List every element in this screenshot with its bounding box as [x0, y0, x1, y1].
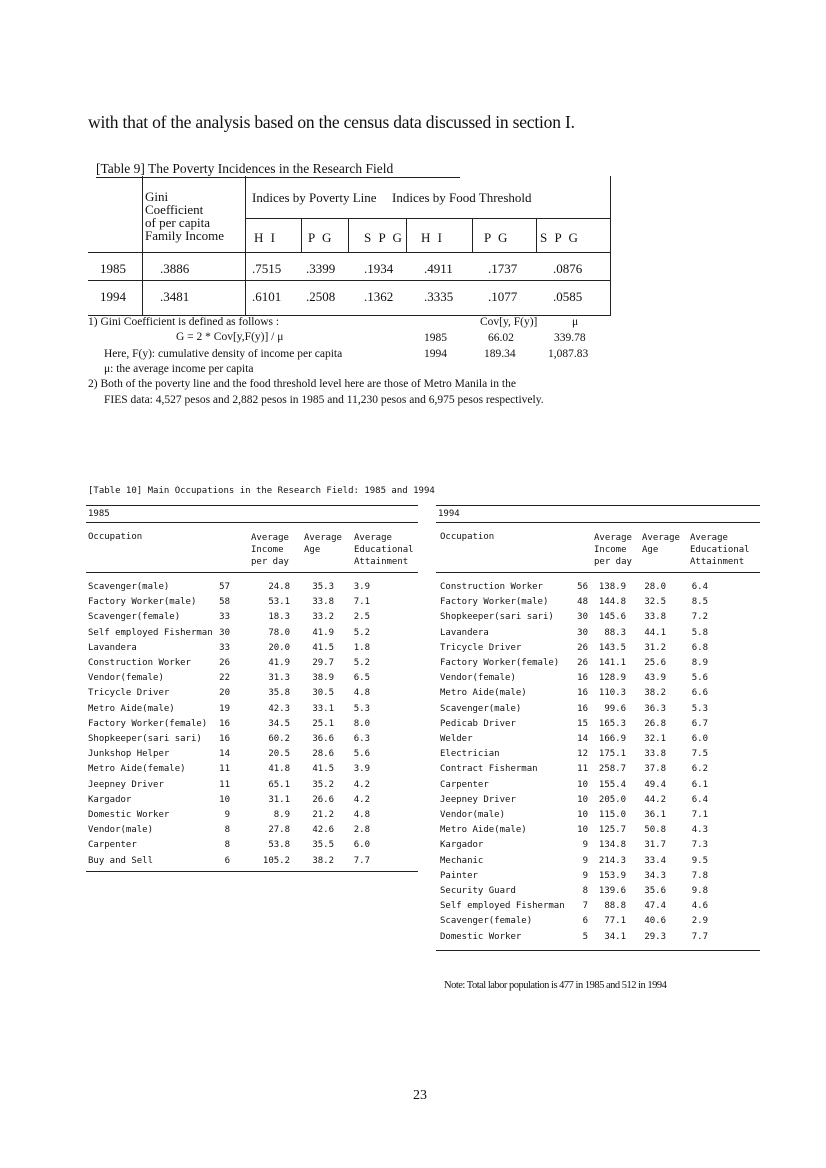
- edu-cell: 1.8: [353, 642, 370, 653]
- income-cell: 78.0: [268, 627, 290, 638]
- count-cell: 10: [577, 825, 588, 836]
- age-cell: 31.7: [644, 840, 666, 851]
- age-cell: 42.6: [312, 825, 334, 836]
- cov-row2-year: 1994: [424, 348, 447, 360]
- t9-row1-gini: .3886: [160, 261, 190, 276]
- count-cell: 33: [219, 642, 230, 653]
- t10-right-occupation-header: Occupation: [440, 532, 495, 542]
- occupation-cell: Vendor(female): [440, 673, 516, 684]
- occupation-cell: Buy and Sell: [88, 855, 154, 866]
- food-threshold-header: Indices by Food Threshold: [392, 190, 532, 205]
- count-cell: 16: [577, 703, 588, 714]
- income-cell: 138.9: [598, 582, 626, 592]
- edu-cell: 4.6: [691, 901, 708, 912]
- table9-vline-2: [348, 218, 349, 253]
- age-cell: 44.1: [644, 627, 666, 638]
- age-cell: 33.1: [312, 703, 334, 714]
- age-cell: 21.2: [312, 810, 334, 820]
- count-cell: 10: [577, 794, 588, 805]
- occupation-cell: Vendor(female): [88, 673, 164, 684]
- edu-cell: 7.1: [353, 597, 370, 608]
- age-cell: 25.1: [312, 718, 334, 729]
- cov-header: Cov[y, F(y)]: [480, 316, 538, 328]
- age-cell: 36.1: [644, 810, 666, 820]
- count-cell: 30: [577, 612, 588, 623]
- occupation-cell: Vendor(male): [88, 825, 154, 836]
- occupation-cell: Shopkeeper(sari sari): [440, 612, 554, 623]
- cov-row2-mu: 1,087.83: [548, 348, 589, 360]
- income-cell: 20.0: [268, 642, 290, 653]
- occupation-cell: Domestic Worker: [440, 931, 522, 942]
- age-cell: 36.3: [644, 703, 666, 714]
- occupation-cell: Scavenger(female): [88, 612, 181, 623]
- count-cell: 8: [224, 840, 230, 851]
- edu-cell: 6.7: [691, 718, 708, 729]
- income-cell: 65.1: [268, 779, 290, 790]
- income-cell: 141.1: [598, 658, 626, 668]
- occupation-cell: Contract Fisherman: [440, 764, 538, 775]
- edu-cell: 6.0: [353, 840, 370, 851]
- t10-right-age-header: Average Age: [642, 533, 680, 555]
- count-cell: 19: [219, 703, 230, 714]
- age-cell: 35.2: [312, 779, 334, 790]
- age-cell: 32.1: [644, 734, 666, 744]
- occupation-cell: Factory Worker(male): [440, 597, 549, 608]
- income-cell: 27.8: [268, 825, 290, 836]
- count-cell: 10: [577, 810, 588, 820]
- count-cell: 58: [219, 597, 230, 608]
- income-cell: 125.7: [598, 825, 626, 836]
- count-cell: 56: [577, 582, 588, 592]
- income-cell: 115.0: [598, 810, 626, 820]
- t9-row2-pl-hi: .6101: [252, 289, 282, 304]
- edu-cell: 8.0: [353, 718, 370, 729]
- income-cell: 41.9: [268, 658, 290, 668]
- table10-1994: [436, 504, 760, 954]
- t9-row1-pl-hi: .7515: [252, 261, 282, 276]
- age-cell: 43.9: [644, 673, 666, 684]
- count-cell: 15: [577, 718, 588, 729]
- edu-cell: 7.2: [691, 612, 708, 623]
- table9-hline-sub: [245, 218, 611, 219]
- age-cell: 35.5: [312, 840, 334, 851]
- count-cell: 10: [219, 794, 230, 805]
- count-cell: 9: [582, 855, 588, 866]
- count-cell: 16: [219, 718, 230, 729]
- age-cell: 28.0: [644, 582, 666, 592]
- t10-left-income-header: Average Income per day: [251, 533, 289, 567]
- occupation-cell: Self employed Fisherman: [440, 901, 565, 912]
- t10-left-bottom-rule: [86, 871, 418, 872]
- count-cell: 20: [219, 688, 230, 699]
- edu-cell: 6.3: [353, 734, 370, 744]
- income-cell: 31.3: [268, 673, 290, 684]
- gini-formula: G = 2 * Cov[y,F(y)] / μ: [176, 331, 284, 343]
- age-cell: 30.5: [312, 688, 334, 699]
- age-cell: 38.2: [644, 688, 666, 699]
- table9-vline-5: [536, 218, 537, 253]
- count-cell: 11: [577, 764, 588, 775]
- edu-cell: 5.6: [691, 673, 708, 684]
- count-cell: 12: [577, 749, 588, 760]
- income-cell: 53.8: [268, 840, 290, 851]
- edu-cell: 4.8: [353, 688, 370, 699]
- age-cell: 26.8: [644, 718, 666, 729]
- table9: [88, 176, 612, 316]
- note-2b: FIES data: 4,527 pesos and 2,882 pesos in 1985 and 11,230 pesos and 6,975 pesos respectively.: [104, 394, 544, 406]
- income-cell: 88.8: [604, 901, 626, 912]
- age-cell: 47.4: [644, 901, 666, 912]
- edu-cell: 5.2: [353, 627, 370, 638]
- income-cell: 60.2: [268, 734, 290, 744]
- occupation-cell: Factory Worker(female): [88, 718, 208, 729]
- income-cell: 143.5: [598, 642, 626, 653]
- edu-cell: 6.2: [691, 764, 708, 775]
- table9-vline-3: [406, 218, 407, 253]
- t9-row2-gini: .3481: [160, 289, 190, 304]
- t10-left-year: 1985: [88, 509, 110, 519]
- cov-row1-mu: 339.78: [554, 332, 586, 344]
- income-cell: 214.3: [598, 855, 626, 866]
- edu-cell: 7.7: [353, 855, 370, 866]
- occupation-cell: Junkshop Helper: [88, 749, 170, 760]
- count-cell: 26: [577, 642, 588, 653]
- age-cell: 33.2: [312, 612, 334, 623]
- count-cell: 14: [577, 734, 588, 744]
- note-1: 1) Gini Coefficient is defined as follows :: [88, 316, 280, 328]
- t10-left-edu-header: Average Educational Attainment: [354, 533, 414, 567]
- t10-right-year: 1994: [438, 509, 460, 519]
- t9-row1-year: 1985: [100, 261, 126, 276]
- sub-header-pl-pg: P G: [308, 230, 334, 245]
- edu-cell: 5.3: [691, 703, 708, 714]
- count-cell: 16: [577, 688, 588, 699]
- age-cell: 29.7: [312, 658, 334, 668]
- occupation-cell: Scavenger(male): [88, 582, 170, 592]
- income-cell: 128.9: [598, 673, 626, 684]
- t9-row2-year: 1994: [100, 289, 126, 304]
- t10-right-income-header: Average Income per day: [594, 533, 632, 567]
- income-cell: 110.3: [598, 688, 626, 699]
- edu-cell: 3.9: [353, 764, 370, 775]
- edu-cell: 9.5: [691, 855, 708, 866]
- occupation-cell: Self employed Fisherman: [88, 627, 213, 638]
- edu-cell: 3.9: [353, 582, 370, 592]
- age-cell: 33.8: [644, 749, 666, 760]
- edu-cell: 2.9: [691, 916, 708, 927]
- age-cell: 49.4: [644, 779, 666, 790]
- age-cell: 34.3: [644, 870, 666, 881]
- income-cell: 20.5: [268, 749, 290, 760]
- edu-cell: 4.2: [353, 779, 370, 790]
- sub-header-pl-spg: S P G: [364, 230, 404, 245]
- occupation-cell: Vendor(male): [440, 810, 506, 820]
- occupation-cell: Jeepney Driver: [88, 779, 164, 790]
- occupation-cell: Kargador: [88, 794, 132, 805]
- count-cell: 16: [219, 734, 230, 744]
- income-cell: 258.7: [598, 764, 626, 775]
- count-cell: 8: [224, 825, 230, 836]
- income-cell: 34.1: [604, 931, 626, 942]
- t9-row2-ft-hi: .3335: [424, 289, 454, 304]
- t10-left-year-rule: [86, 522, 418, 523]
- edu-cell: 4.3: [691, 825, 708, 836]
- edu-cell: 8.9: [691, 658, 708, 668]
- count-cell: 8: [582, 886, 588, 896]
- table9-vline-year: [142, 176, 143, 316]
- t9-row2-ft-pg: .1077: [488, 289, 518, 304]
- count-cell: 30: [219, 627, 230, 638]
- occupation-cell: Mechanic: [440, 855, 484, 866]
- table9-hline-row1: [88, 280, 611, 281]
- note-mu: μ: the average income per capita: [104, 363, 254, 375]
- occupation-cell: Electrician: [440, 749, 500, 760]
- table9-hline-head: [88, 252, 611, 253]
- income-cell: 205.0: [598, 794, 626, 805]
- table9-vline-right: [610, 176, 611, 316]
- age-cell: 41.9: [312, 627, 334, 638]
- income-cell: 88.3: [604, 627, 626, 638]
- edu-cell: 5.8: [691, 627, 708, 638]
- edu-cell: 6.8: [691, 642, 708, 653]
- occupation-cell: Construction Worker: [440, 582, 543, 592]
- occupation-cell: Tricycle Driver: [440, 642, 522, 653]
- count-cell: 7: [582, 901, 588, 912]
- count-cell: 26: [219, 658, 230, 668]
- income-cell: 77.1: [604, 916, 626, 927]
- edu-cell: 7.7: [691, 931, 708, 942]
- t9-row1-ft-pg: .1737: [488, 261, 518, 276]
- t9-row2-pl-spg: .1362: [364, 289, 394, 304]
- age-cell: 41.5: [312, 764, 334, 775]
- count-cell: 30: [577, 627, 588, 638]
- age-cell: 37.8: [644, 764, 666, 775]
- occupation-cell: Welder: [440, 734, 473, 744]
- note-here: Here, F(y): cumulative density of income per capita: [104, 348, 343, 360]
- age-cell: 33.4: [644, 855, 666, 866]
- occupation-cell: Lavandera: [88, 642, 137, 653]
- intro-paragraph: with that of the analysis based on the census data discussed in section I.: [88, 112, 575, 132]
- t10-right-top-rule: [436, 505, 760, 506]
- count-cell: 26: [577, 658, 588, 668]
- edu-cell: 9.8: [691, 886, 708, 896]
- sub-header-ft-spg: S P G: [540, 230, 580, 245]
- age-cell: 25.6: [644, 658, 666, 668]
- t10-right-header-rule: [436, 572, 760, 573]
- income-cell: 145.6: [598, 612, 626, 623]
- t9-row1-ft-spg: .0876: [553, 261, 583, 276]
- cov-row1-cov: 66.02: [488, 332, 514, 344]
- age-cell: 38.2: [312, 855, 334, 866]
- edu-cell: 8.5: [691, 597, 708, 608]
- count-cell: 11: [219, 779, 230, 790]
- edu-cell: 7.3: [691, 840, 708, 851]
- t9-row1-pl-pg: .3399: [306, 261, 336, 276]
- age-cell: 32.5: [644, 597, 666, 608]
- edu-cell: 5.2: [353, 658, 370, 668]
- occupation-cell: Metro Aide(male): [88, 703, 175, 714]
- t10-left-header-rule: [86, 572, 418, 573]
- income-cell: 31.1: [268, 794, 290, 805]
- occupation-cell: Domestic Worker: [88, 810, 170, 820]
- occupation-cell: Scavenger(female): [440, 916, 533, 927]
- age-cell: 41.5: [312, 642, 334, 653]
- t10-right-bottom-rule: [436, 950, 760, 951]
- edu-cell: 5.6: [353, 749, 370, 760]
- income-cell: 99.6: [604, 703, 626, 714]
- table10-title: [Table 10] Main Occupations in the Research Field: 1985 and 1994: [88, 486, 435, 496]
- edu-cell: 6.4: [691, 794, 708, 805]
- age-cell: 36.6: [312, 734, 334, 744]
- count-cell: 22: [219, 673, 230, 684]
- sub-header-ft-hi: H I: [421, 230, 444, 245]
- income-cell: 35.8: [268, 688, 290, 699]
- age-cell: 50.8: [644, 825, 666, 836]
- sub-header-pl-hi: H I: [254, 230, 277, 245]
- age-cell: 31.2: [644, 642, 666, 653]
- income-cell: 105.2: [262, 855, 290, 866]
- sub-header-ft-pg: P G: [484, 230, 510, 245]
- occupation-cell: Factory Worker(male): [88, 597, 197, 608]
- count-cell: 5: [582, 931, 588, 942]
- table9-vline-1: [301, 218, 302, 253]
- age-cell: 40.6: [644, 916, 666, 927]
- occupation-cell: Painter: [440, 870, 478, 881]
- age-cell: 35.6: [644, 886, 666, 896]
- edu-cell: 2.5: [353, 612, 370, 623]
- income-cell: 144.8: [598, 597, 626, 608]
- occupation-cell: Pedicab Driver: [440, 718, 516, 729]
- t9-row1-pl-spg: .1934: [364, 261, 394, 276]
- occupation-cell: Factory Worker(female): [440, 658, 560, 668]
- income-cell: 139.6: [598, 886, 626, 896]
- t9-row1-ft-hi: .4911: [424, 261, 453, 276]
- income-cell: 8.9: [273, 810, 290, 820]
- edu-cell: 6.5: [353, 673, 370, 684]
- mu-header: μ: [572, 316, 579, 328]
- occupation-cell: Lavandera: [440, 627, 489, 638]
- occupation-cell: Tricycle Driver: [88, 688, 170, 699]
- table9-vline-4: [472, 218, 473, 253]
- income-cell: 34.5: [268, 718, 290, 729]
- income-cell: 53.1: [268, 597, 290, 608]
- income-cell: 134.8: [598, 840, 626, 851]
- occupation-cell: Carpenter: [440, 779, 489, 790]
- t10-right-year-rule: [436, 522, 760, 523]
- occupation-cell: Security Guard: [440, 886, 516, 896]
- edu-cell: 4.8: [353, 810, 370, 820]
- age-cell: 29.3: [644, 931, 666, 942]
- count-cell: 9: [224, 810, 230, 820]
- count-cell: 33: [219, 612, 230, 623]
- t9-row2-pl-pg: .2508: [306, 289, 336, 304]
- t10-left-age-header: Average Age: [304, 533, 342, 555]
- count-cell: 14: [219, 749, 230, 760]
- edu-cell: 7.1: [691, 810, 708, 820]
- cov-row1-year: 1985: [424, 332, 447, 344]
- occupation-cell: Shopkeeper(sari sari): [88, 734, 202, 744]
- age-cell: 33.8: [312, 597, 334, 608]
- table9-vline-gini: [245, 176, 246, 316]
- edu-cell: 7.5: [691, 749, 708, 760]
- t9-row2-ft-spg: .0585: [553, 289, 583, 304]
- count-cell: 6: [582, 916, 588, 927]
- edu-cell: 7.8: [691, 870, 708, 881]
- t10-left-top-rule: [86, 505, 418, 506]
- age-cell: 38.9: [312, 673, 334, 684]
- income-cell: 165.3: [598, 718, 626, 729]
- occupation-cell: Jeepney Driver: [440, 794, 516, 805]
- occupation-cell: Metro Aide(female): [88, 764, 186, 775]
- count-cell: 9: [582, 840, 588, 851]
- edu-cell: 2.8: [353, 825, 370, 836]
- occupation-cell: Metro Aide(male): [440, 688, 527, 699]
- occupation-cell: Kargador: [440, 840, 484, 851]
- poverty-line-header: Indices by Poverty Line: [252, 190, 377, 205]
- count-cell: 48: [577, 597, 588, 608]
- income-cell: 175.1: [598, 749, 626, 760]
- age-cell: 35.3: [312, 582, 334, 592]
- age-cell: 33.8: [644, 612, 666, 623]
- count-cell: 57: [219, 582, 230, 592]
- age-cell: 44.2: [644, 794, 666, 805]
- age-cell: 26.6: [312, 794, 334, 805]
- edu-cell: 6.1: [691, 779, 708, 790]
- age-cell: 28.6: [312, 749, 334, 760]
- table10-1985: [86, 504, 418, 874]
- page-number: 23: [413, 1088, 427, 1103]
- edu-cell: 4.2: [353, 794, 370, 805]
- count-cell: 6: [224, 855, 230, 866]
- count-cell: 9: [582, 870, 588, 881]
- table10-note: Note: Total labor population is 477 in 1985 and 512 in 1994: [444, 980, 667, 991]
- edu-cell: 6.4: [691, 582, 708, 592]
- t10-left-occupation-header: Occupation: [88, 532, 143, 542]
- edu-cell: 5.3: [353, 703, 370, 714]
- table9-title: [Table 9] The Poverty Incidences in the Research Field: [96, 161, 394, 176]
- income-cell: 42.3: [268, 703, 290, 714]
- income-cell: 166.9: [598, 734, 626, 744]
- occupation-cell: Carpenter: [88, 840, 137, 851]
- gini-header: Gini Coefficient of per capita Family Income: [145, 189, 225, 243]
- note-2a: 2) Both of the poverty line and the food threshold level here are those of Metro Manila in the: [88, 378, 516, 390]
- count-cell: 11: [219, 764, 230, 775]
- edu-cell: 6.6: [691, 688, 708, 699]
- income-cell: 155.4: [598, 779, 626, 790]
- occupation-cell: Construction Worker: [88, 658, 191, 668]
- edu-cell: 6.0: [691, 734, 708, 744]
- income-cell: 24.8: [268, 582, 290, 592]
- cov-row2-cov: 189.34: [484, 348, 516, 360]
- income-cell: 41.8: [268, 764, 290, 775]
- income-cell: 18.3: [268, 612, 290, 623]
- count-cell: 10: [577, 779, 588, 790]
- income-cell: 153.9: [598, 870, 626, 881]
- occupation-cell: Metro Aide(male): [440, 825, 527, 836]
- count-cell: 16: [577, 673, 588, 684]
- t10-right-edu-header: Average Educational Attainment: [690, 533, 750, 567]
- occupation-cell: Scavenger(male): [440, 703, 522, 714]
